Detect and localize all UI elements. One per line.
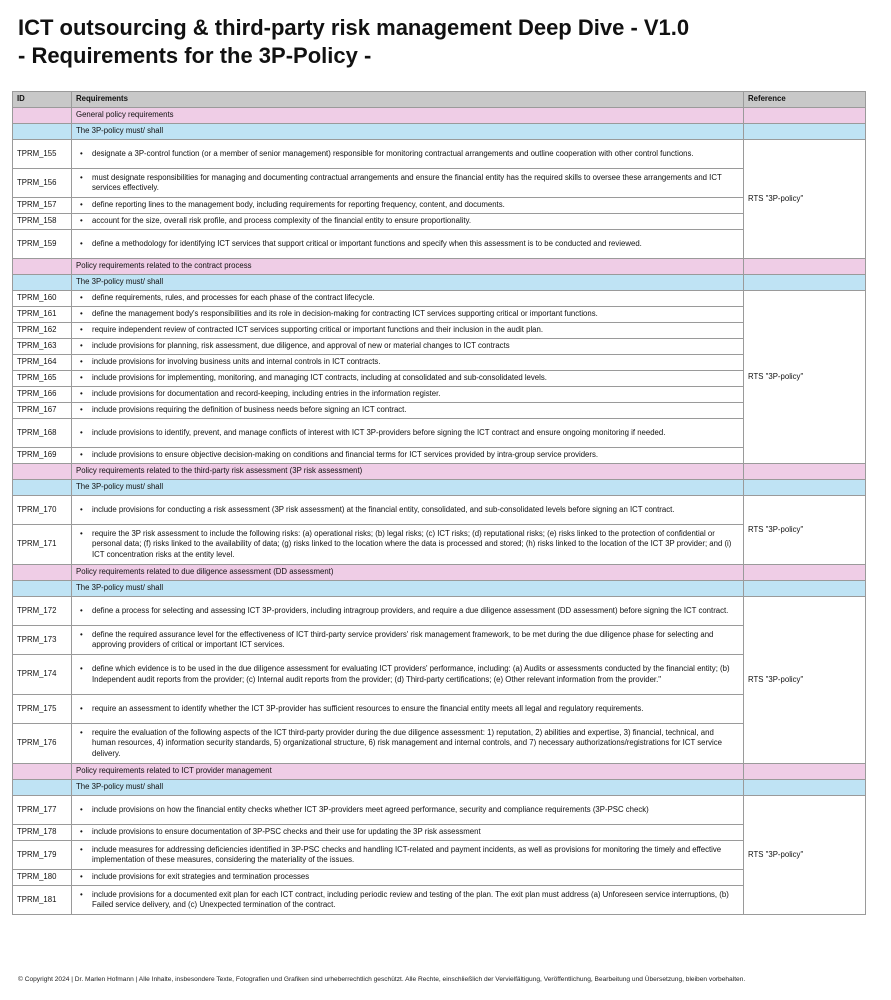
bullet-icon: •	[80, 216, 83, 226]
requirement-id: TPRM_181	[13, 886, 72, 915]
requirement-text-cell	[72, 597, 744, 626]
bullet-icon: •	[80, 200, 83, 210]
requirement-id: TPRM_165	[13, 371, 72, 387]
requirement-id: TPRM_155	[13, 140, 72, 169]
requirement-id: TPRM_179	[13, 841, 72, 870]
requirement-text-cell	[72, 323, 744, 339]
table-row	[13, 198, 866, 214]
requirement-text: must designate responsibilities for managing and documenting contractual arrangements and ensure the financial entity has the required skills to oversee these arrangements and ICT services effectively.	[92, 172, 722, 192]
table-row	[13, 371, 866, 387]
bullet-icon: •	[80, 804, 83, 814]
group-id-cell	[13, 565, 72, 581]
bullet-icon: •	[80, 148, 83, 158]
section-subtitle: The 3P-policy must/ shall	[72, 581, 744, 597]
sub-id-cell	[13, 275, 72, 291]
section-subtitle: The 3P-policy must/ shall	[72, 124, 744, 140]
requirement-text: include provisions for implementing, monitoring, and managing ICT contracts, including at consolidated and sub-consolidated levels.	[92, 373, 547, 383]
bullet-icon: •	[80, 450, 83, 460]
requirement-text: include provisions requiring the definition of business needs before signing an ICT contract.	[92, 405, 407, 415]
bullet-icon: •	[80, 872, 83, 882]
requirement-text-cell	[72, 230, 744, 259]
requirement-id: TPRM_158	[13, 214, 72, 230]
section-title: Policy requirements related to the contract process	[72, 259, 744, 275]
requirement-text: include provisions for conducting a risk assessment (3P risk assessment) at the financial entity, consolidated, and sub-consolidated levels before signing an ICT contract.	[92, 504, 675, 514]
requirement-text-cell	[72, 448, 744, 464]
group-id-cell	[13, 108, 72, 124]
requirement-text-cell	[72, 403, 744, 419]
requirement-text: include provisions for exit strategies and termination processes	[92, 872, 310, 882]
requirement-text: include measures for addressing deficiencies identified in 3P-PSC checks and handling ICT-related and payment incidents, as well as provisions for monitoring the timely and effective implementation of these measures, considering the materiality of the issues.	[92, 844, 722, 864]
requirement-id: TPRM_164	[13, 355, 72, 371]
requirement-text: define which evidence is to be used in the due diligence assessment for evaluating ICT providers' performance, including: (a) Audits or assessments conducted by the financial entity; (b) Independent audit reports from the provider; (c) Internal audit reports from the provider; (d) Third-party certifications; (e) Other relevant information from the provider."	[92, 664, 730, 684]
bullet-icon: •	[80, 827, 83, 837]
table-row	[13, 597, 866, 626]
bullet-icon: •	[80, 528, 83, 538]
requirement-text: include provisions to ensure documentation of 3P-PSC checks and their use for updating the 3P risk assessment	[92, 827, 481, 837]
table-row	[13, 695, 866, 724]
sub-ref-cell	[744, 275, 866, 291]
requirement-text: include provisions for planning, risk assessment, due diligence, and approval of new or material changes to ICT contracts	[92, 341, 510, 351]
sub-id-cell	[13, 480, 72, 496]
page-title	[18, 14, 878, 70]
requirements-table	[12, 91, 866, 915]
requirement-text-cell	[72, 339, 744, 355]
bullet-icon: •	[80, 373, 83, 383]
reference-cell: RTS "3P-policy"	[744, 597, 866, 764]
section-title: Policy requirements related to ICT provider management	[72, 764, 744, 780]
bullet-icon: •	[80, 844, 83, 854]
group-ref-cell	[744, 764, 866, 780]
table-row	[13, 339, 866, 355]
requirement-text-cell	[72, 796, 744, 825]
bullet-icon: •	[80, 389, 83, 399]
table-row	[13, 448, 866, 464]
bullet-icon: •	[80, 309, 83, 319]
requirement-text-cell	[72, 825, 744, 841]
requirement-id: TPRM_169	[13, 448, 72, 464]
section-group-row	[13, 259, 866, 275]
requirement-text-cell	[72, 496, 744, 525]
requirement-text: define the management body's responsibilities and its role in decision-making for contracting ICT services supporting critical or important functions.	[92, 309, 598, 319]
table-row	[13, 403, 866, 419]
copyright-footer: © Copyright 2024 | Dr. Marlen Hofmann | Alle Inhalte, insbesondere Texte, Fotografien und Grafiken sind urheberrechtlich geschützt. Alle Rechte, einschließlich der Vervielfältigung, Veröffentlichung, Bearbeitung und Übersetzung, bleiben vorbehalten.	[18, 976, 746, 983]
title-line-1: ICT outsourcing & third-party risk management Deep Dive - V1.0	[18, 15, 690, 40]
requirement-id: TPRM_171	[13, 525, 72, 565]
reference-cell: RTS "3P-policy"	[744, 796, 866, 915]
bullet-icon: •	[80, 889, 83, 899]
table-row	[13, 886, 866, 915]
requirement-text: account for the size, overall risk profile, and process complexity of the financial entity to ensure proportionality.	[92, 216, 472, 226]
group-ref-cell	[744, 259, 866, 275]
group-id-cell	[13, 259, 72, 275]
requirement-text-cell	[72, 307, 744, 323]
section-title: Policy requirements related to due diligence assessment (DD assessment)	[72, 565, 744, 581]
requirement-id: TPRM_160	[13, 291, 72, 307]
bullet-icon: •	[80, 629, 83, 639]
requirement-id: TPRM_175	[13, 695, 72, 724]
section-subtitle: The 3P-policy must/ shall	[72, 275, 744, 291]
requirement-id: TPRM_162	[13, 323, 72, 339]
table-row	[13, 655, 866, 695]
section-sub-row	[13, 780, 866, 796]
group-id-cell	[13, 464, 72, 480]
requirement-text: include provisions to identify, prevent, and manage conflicts of interest with ICT 3P-providers before signing the ICT contract and ensure ongoing monitoring if needed.	[92, 427, 666, 437]
group-ref-cell	[744, 565, 866, 581]
table-header-row	[13, 92, 866, 108]
header-id: ID	[13, 92, 72, 108]
requirement-text-cell	[72, 140, 744, 169]
requirement-id: TPRM_172	[13, 597, 72, 626]
bullet-icon: •	[80, 293, 83, 303]
sub-id-cell	[13, 124, 72, 140]
requirement-text-cell	[72, 626, 744, 655]
requirement-text: require an assessment to identify whether the ICT 3P-provider has sufficient resources to ensure the financial entity meets all legal and regulatory requirements.	[92, 703, 644, 713]
table-row	[13, 419, 866, 448]
sub-id-cell	[13, 780, 72, 796]
requirement-id: TPRM_173	[13, 626, 72, 655]
table-row	[13, 825, 866, 841]
bullet-icon: •	[80, 405, 83, 415]
bullet-icon: •	[80, 703, 83, 713]
group-ref-cell	[744, 464, 866, 480]
section-group-row	[13, 764, 866, 780]
requirement-id: TPRM_177	[13, 796, 72, 825]
section-group-row	[13, 108, 866, 124]
bullet-icon: •	[80, 341, 83, 351]
table-row	[13, 291, 866, 307]
requirement-id: TPRM_157	[13, 198, 72, 214]
requirement-text: define reporting lines to the management body, including requirements for reporting frequency, content, and documents.	[92, 200, 505, 210]
table-row	[13, 230, 866, 259]
requirement-id: TPRM_174	[13, 655, 72, 695]
table-row	[13, 387, 866, 403]
requirement-text: define a process for selecting and assessing ICT 3P-providers, including intragroup providers, and require a due diligence assessment (DD assessment) before signing the ICT contract.	[92, 605, 729, 615]
sub-ref-cell	[744, 780, 866, 796]
requirement-text: include provisions for a documented exit plan for each ICT contract, including periodic review and testing of the plan. The exit plan must address (a) Unforeseen service interruptions, (b) Failed service delivery, and (c) Unexpected termination of the contract.	[92, 889, 729, 909]
requirement-id: TPRM_176	[13, 724, 72, 764]
table-row	[13, 214, 866, 230]
requirement-text: require the evaluation of the following aspects of the ICT third-party provider during the due diligence assessment: 1) reputation, 2) abilities and expertise, 3) financial, technical, and human resources, 4) information security standards, 5) organizational structure, 6) risk management and internal controls, and 7) necessary authorizations/registrations for ICT service delivery.	[92, 727, 722, 758]
requirement-text-cell	[72, 724, 744, 764]
table-row	[13, 355, 866, 371]
table-row	[13, 307, 866, 323]
requirement-text-cell	[72, 371, 744, 387]
header-reference: Reference	[744, 92, 866, 108]
bullet-icon: •	[80, 664, 83, 674]
section-sub-row	[13, 480, 866, 496]
table-row	[13, 724, 866, 764]
requirement-text-cell	[72, 886, 744, 915]
bullet-icon: •	[80, 238, 83, 248]
table-row	[13, 796, 866, 825]
requirement-text: designate a 3P-control function (or a member of senior management) responsible for monitoring contractual arrangements and outline cooperation with other control functions.	[92, 148, 694, 158]
reference-cell: RTS "3P-policy"	[744, 291, 866, 464]
sub-ref-cell	[744, 581, 866, 597]
bullet-icon: •	[80, 325, 83, 335]
requirement-text-cell	[72, 387, 744, 403]
table-row	[13, 140, 866, 169]
requirement-id: TPRM_180	[13, 870, 72, 886]
reference-cell: RTS "3P-policy"	[744, 140, 866, 259]
requirement-text: define requirements, rules, and processes for each phase of the contract lifecycle.	[92, 293, 375, 303]
requirement-text-cell	[72, 355, 744, 371]
requirement-text: include provisions for involving business units and internal controls in ICT contracts.	[92, 357, 381, 367]
requirement-id: TPRM_166	[13, 387, 72, 403]
requirement-text-cell	[72, 214, 744, 230]
requirement-text: define a methodology for identifying ICT services that support critical or important functions and specify when this assessment is to be conducted and reviewed.	[92, 238, 642, 248]
title-line-2: - Requirements for the 3P-Policy -	[18, 43, 372, 68]
section-group-row	[13, 464, 866, 480]
requirement-text: include provisions for documentation and record-keeping, including entries in the information register.	[92, 389, 441, 399]
table-row	[13, 525, 866, 565]
requirement-id: TPRM_163	[13, 339, 72, 355]
section-sub-row	[13, 275, 866, 291]
header-requirements: Requirements	[72, 92, 744, 108]
bullet-icon: •	[80, 727, 83, 737]
reference-cell: RTS "3P-policy"	[744, 496, 866, 565]
requirement-text-cell	[72, 291, 744, 307]
bullet-icon: •	[80, 172, 83, 182]
requirement-id: TPRM_168	[13, 419, 72, 448]
group-id-cell	[13, 764, 72, 780]
requirement-text: define the required assurance level for the effectiveness of ICT third-party service providers' risk management framework, to be met during the due diligence phase for selecting and approving providers of critical or important ICT services.	[92, 629, 714, 649]
table-row	[13, 841, 866, 870]
bullet-icon: •	[80, 605, 83, 615]
requirement-text: require independent review of contracted ICT services supporting critical or important functions and their inclusion in the audit plan.	[92, 325, 544, 335]
requirement-text: include provisions to ensure objective decision-making on conditions and financial terms for ICT services provided by intra-group service providers.	[92, 450, 599, 460]
section-title: General policy requirements	[72, 108, 744, 124]
requirement-text: include provisions on how the financial entity checks whether ICT 3P-providers meet agreed performance, security and compliance requirements (3P-PSC check)	[92, 804, 649, 814]
requirement-text-cell	[72, 419, 744, 448]
requirement-id: TPRM_178	[13, 825, 72, 841]
requirement-text-cell	[72, 841, 744, 870]
requirement-text-cell	[72, 695, 744, 724]
requirement-id: TPRM_170	[13, 496, 72, 525]
requirement-text: require the 3P risk assessment to include the following risks: (a) operational risks; (b) legal risks; (c) ICT risks; (d) reputational risks; (e) risks linked to the protection of confidential or personal data; (f) risks linked to the availability of data; (g) risks linked to the location where the data is processed and stored; (h) risks linked to the location of the ICT 3P provider; and (i) ICT concentration risks at the entity level.	[92, 528, 732, 559]
requirement-text-cell	[72, 169, 744, 198]
table-row	[13, 169, 866, 198]
section-sub-row	[13, 581, 866, 597]
requirement-text-cell	[72, 525, 744, 565]
requirement-id: TPRM_161	[13, 307, 72, 323]
group-ref-cell	[744, 108, 866, 124]
table-row	[13, 323, 866, 339]
requirement-id: TPRM_167	[13, 403, 72, 419]
bullet-icon: •	[80, 357, 83, 367]
sub-id-cell	[13, 581, 72, 597]
requirement-id: TPRM_156	[13, 169, 72, 198]
section-subtitle: The 3P-policy must/ shall	[72, 780, 744, 796]
requirement-text-cell	[72, 655, 744, 695]
table-row	[13, 626, 866, 655]
section-group-row	[13, 565, 866, 581]
requirement-id: TPRM_159	[13, 230, 72, 259]
section-subtitle: The 3P-policy must/ shall	[72, 480, 744, 496]
bullet-icon: •	[80, 427, 83, 437]
requirement-text-cell	[72, 198, 744, 214]
table-row	[13, 496, 866, 525]
section-title: Policy requirements related to the third-party risk assessment (3P risk assessment)	[72, 464, 744, 480]
sub-ref-cell	[744, 124, 866, 140]
bullet-icon: •	[80, 504, 83, 514]
sub-ref-cell	[744, 480, 866, 496]
table-row	[13, 870, 866, 886]
requirement-text-cell	[72, 870, 744, 886]
section-sub-row	[13, 124, 866, 140]
